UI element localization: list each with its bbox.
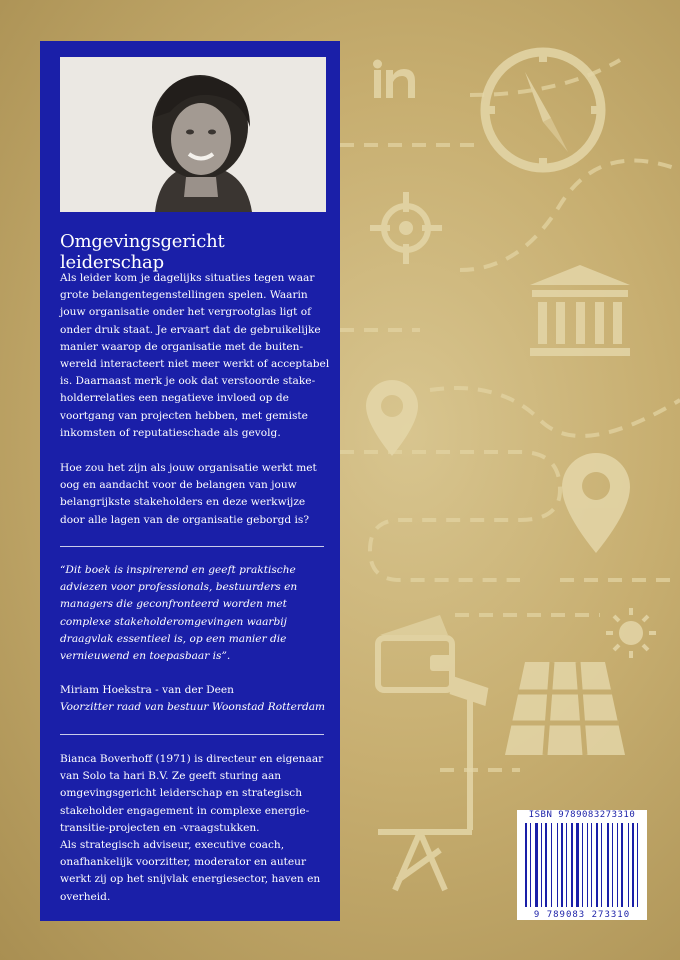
endorsement-role: Voorzitter raad van bestuur Woonstad Rotterdam	[60, 701, 326, 713]
back-cover-text-panel	[40, 41, 340, 921]
sun-icon	[606, 608, 656, 658]
endorsement-author: Miriam Hoekstra - van der Deen	[60, 684, 234, 696]
author-bio: Bianca Boverhoff (1971) is directeur en eigenaar van Solo ta hari B.V. Ze geeft sturing aan omgevingsgericht leiderschap en strategisch stakeholder engagement in complexe energie-transitie-projecten en -vraagstukken.	[60, 753, 324, 834]
wallet-icon	[378, 615, 452, 690]
solar-panel-icon	[505, 662, 625, 755]
compass-icon	[483, 50, 603, 170]
linkedin-icon	[373, 60, 415, 99]
question-paragraph: Hoe zou het zijn als jouw organisatie werkt met oog en aandacht voor de belangen van jouw belangrijkste stakeholders en deze werkwijze door alle lagen van de organisatie geborgd is?	[60, 462, 317, 526]
author-bio-continued: Als strategisch adviseur, executive coach, onafhankelijk voorzitter, moderator en auteur werkt zij op het snijvlak energiesector, haven en overheid.	[60, 839, 321, 903]
endorsement-quote: “Dit boek is inspirerend en geeft praktische adviezen voor professionals, bestuurders en managers die geconfronteerd worden met complexe stakeholderomgevingen waarbij draagvlak essentieel is, op een manier die vernieuwend en toepasbaar is”.	[60, 564, 298, 663]
divider	[60, 546, 324, 547]
isbn-label: ISBN 9789083273310	[528, 810, 636, 820]
location-pin-icon	[366, 380, 418, 456]
book-title: Omgevingsgericht leiderschap	[60, 231, 225, 273]
barcode-bars	[517, 810, 647, 920]
bank-icon	[530, 265, 630, 356]
target-icon	[370, 192, 442, 264]
isbn-digits: 9 789083 273310	[533, 910, 631, 920]
divider	[60, 734, 324, 735]
intro-paragraph: Als leider kom je dagelijks situaties tegen waar grote belangentegenstellingen spelen. Waarin jouw organisatie onder het vergrootglas ligt of onder druk staat. Je ervaart dat de gebruikelijke manier waarop de organisatie met de buiten-wereld interacteert niet meer werkt of acceptabel is. Daarnaast merk je ook dat verstoorde stake-holderrelaties een negatieve invloed op de voortgang van projecten hebben, met gemiste inkomsten of reputatieschade als gevolg.	[60, 272, 330, 439]
location-pin-icon	[562, 453, 630, 553]
isbn-barcode	[517, 810, 647, 920]
author-portrait-image	[60, 57, 326, 212]
oil-pump-icon	[378, 680, 485, 890]
author-photo	[60, 57, 326, 212]
